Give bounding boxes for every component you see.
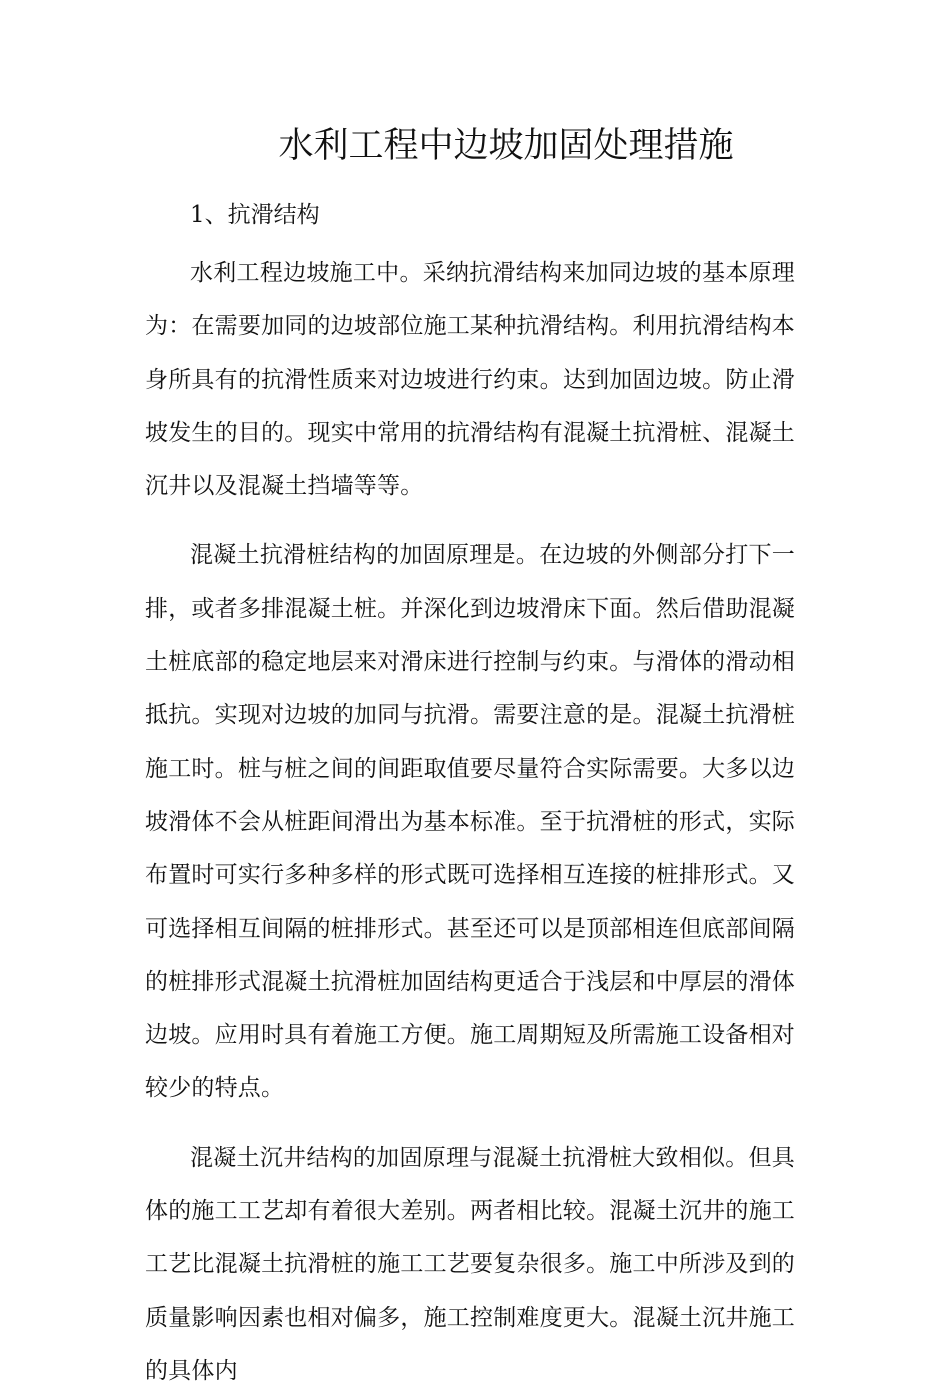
document-body bbox=[145, 197, 795, 1398]
paragraph-3: 混凝土沉井结构的加固原理与混凝土抗滑桩大致相似。但具体的施工工艺却有着很大差别。两者相比较。混凝土沉井的施工工艺比混凝土抗滑桩的施工工艺要复杂很多。施工中所涉及到的质量影响因素也相对偏多，施工控制难度更大。混凝土沉井施工的具体内 bbox=[145, 1144, 795, 1384]
section-heading: 1、抗滑结构 bbox=[190, 202, 320, 228]
paragraph-2: 混凝土抗滑桩结构的加固原理是。在边坡的外侧部分打下一排，或者多排混凝土桩。并深化到边坡滑床下面。然后借助混凝土桩底部的稳定地层来对滑床进行控制与约束。与滑体的滑动相抵抗。实现对边坡的加同与抗滑。需要注意的是。混凝土抗滑桩施工时。桩与桩之间的间距取值要尽量符合实际需要。大多以边坡滑体不会从桩距间滑出为基本标准。至于抗滑桩的形式，实际布置时可实行多种多样的形式既可选择相互连接的桩排形式。又可选择相互间隔的桩排形式。甚至还可以是顶部相连但底部间隔的桩排形式混凝土抗滑桩加固结构更适合于浅层和中厚层的滑体边坡。应用时具有着施工方便。施工周期短及所需施工设备相对较少的特点。 bbox=[145, 542, 795, 1102]
paragraph-1: 水利工程边坡施工中。采纳抗滑结构来加同边坡的基本原理为：在需要加同的边坡部位施工某种抗滑结构。利用抗滑结构本身所具有的抗滑性质来对边坡进行约束。达到加固边坡。防止滑坡发生的目的。现实中常用的抗滑结构有混凝土抗滑桩、混凝土沉井以及混凝土挡墙等等。 bbox=[145, 260, 795, 500]
document-title: 水利工程中边坡加固处理措施 bbox=[278, 126, 734, 166]
